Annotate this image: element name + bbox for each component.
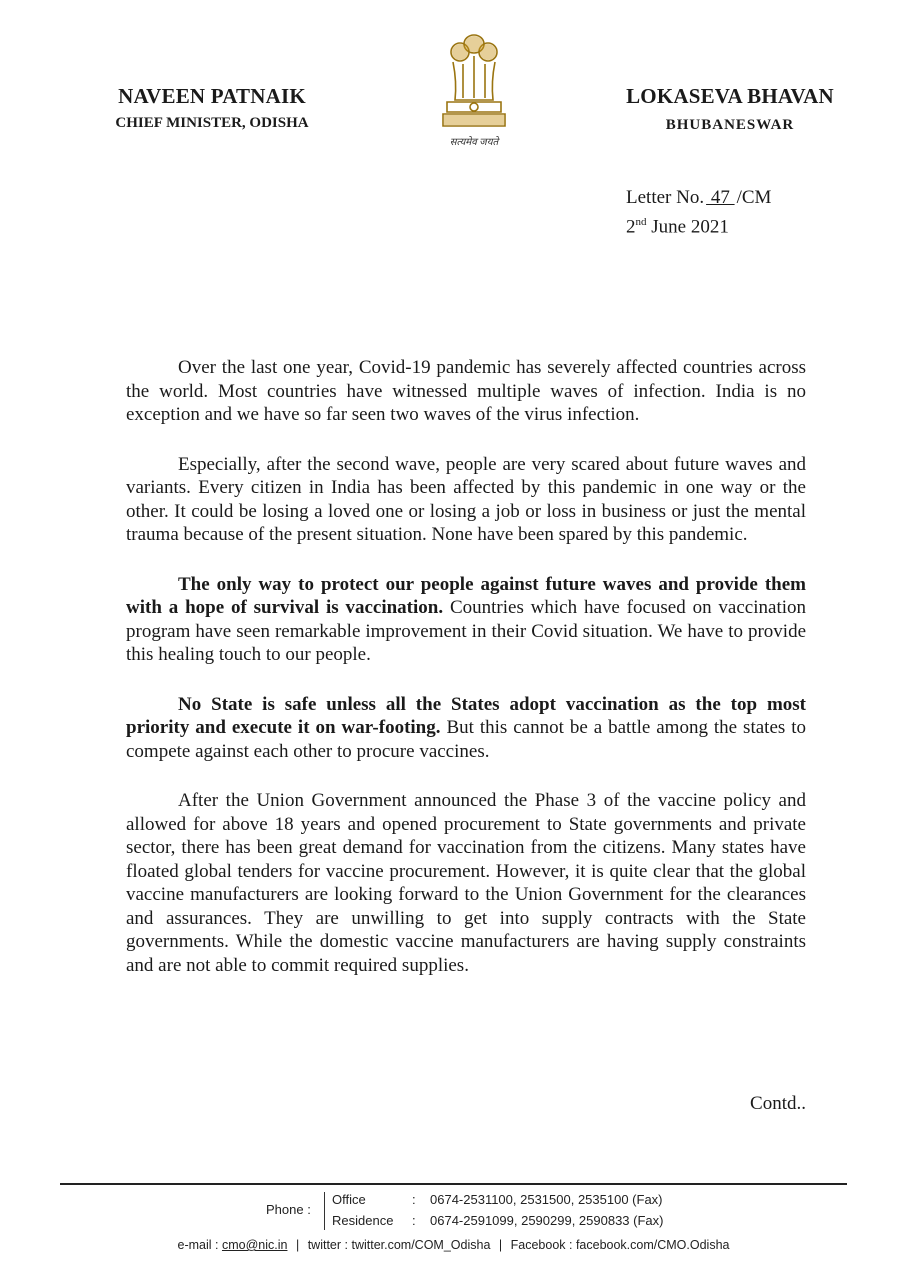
paragraph-5: After the Union Government announced the Phase 3 of the vaccine policy and allowed for above 18 years and opened procurement to State governments and private sector, there has been great demand for vaccination from the citizens. Many states have floated global tenders for vaccine procurement. However, it is quite clear that the global vaccine manufacturers are looking forward to the Union Government for the clearances and assurances. They are unwilling to get into supply contracts with the State governments. While the domestic vaccine manufacturers are having supply constraints and are not able to commit required supplies. [126, 790, 806, 976]
letter-suffix: /CM [736, 187, 772, 208]
office-phone-numbers: 0674-2531100, 2531500, 2535100 (Fax) [430, 1192, 663, 1207]
footer-divider [60, 1183, 847, 1185]
date-rest: June 2021 [646, 216, 729, 238]
continued-marker: Contd.. [750, 1093, 806, 1114]
separator-1: | [295, 1238, 300, 1252]
office-colon: : [412, 1192, 416, 1207]
date-day: 2 [626, 216, 636, 238]
office-name: LOKASEVA BHAVAN [626, 84, 834, 108]
paragraph-2: Especially, after the second wave, people are very scared about future waves and variants. Every citizen in India has been affected by this pandemic in one way or the other. It could be losing a loved one or losing a job or loss in business or just the mental trauma because of the present situation. None have been spared by this pandemic. [126, 453, 806, 545]
residence-colon: : [412, 1213, 416, 1228]
paragraph-3-rest: Countries which have focused on vaccination program have seen remarkable improvement in their Covid situation. We have to provide this healing touch to our people. [126, 597, 806, 665]
email-label: e-mail : [177, 1238, 219, 1252]
facebook-link[interactable]: facebook.com/CMO.Odisha [575, 1238, 730, 1252]
state-emblem-icon [433, 22, 515, 150]
emblem-motto: सत्यमेव जयते [449, 137, 499, 148]
paragraph-1: Over the last one year, Covid-19 pandemic has severely affected countries across the world. Most countries have witnessed multiple waves of infection. India is no exception and we have so far seen two waves of the virus infection. [126, 357, 806, 425]
office-block [600, 84, 860, 134]
paragraph-3-emphasis: The only way to protect our people against future waves and provide them with a hope of survival is vaccination. [126, 573, 806, 618]
facebook-label: Facebook : [510, 1238, 573, 1252]
residence-phone-numbers: 0674-2591099, 2590299, 2590833 (Fax) [430, 1213, 664, 1228]
date-ordinal: nd [635, 216, 647, 228]
letter-number-line [626, 186, 771, 210]
office-city: BHUBANESWAR [665, 117, 795, 133]
paragraph-4-rest: But this cannot be a battle among the states to compete against each other to procure vaccines. [126, 717, 806, 762]
phone-brace [324, 1192, 329, 1230]
paragraph-3 [126, 573, 806, 667]
office-phone-row [332, 1192, 663, 1207]
residence-phone-label: Residence [332, 1213, 394, 1228]
letter-date [626, 210, 771, 239]
paragraph-4 [126, 693, 806, 764]
sender-role: CHIEF MINISTER, ODISHA [115, 115, 309, 131]
email-link[interactable]: cmo@nic.in [221, 1238, 288, 1252]
sender-name: NAVEEN PATNAIK [118, 84, 306, 108]
separator-2: | [498, 1238, 503, 1252]
letter-reference [626, 186, 771, 239]
residence-phone-row [332, 1213, 663, 1228]
twitter-label: twitter : [307, 1238, 348, 1252]
online-contacts [0, 1238, 907, 1252]
office-phone-label: Office [332, 1192, 366, 1207]
letter-prefix: Letter No. [626, 187, 705, 208]
twitter-link[interactable]: twitter.com/COM_Odisha [351, 1238, 491, 1252]
letter-body [126, 356, 806, 1003]
phone-label: Phone : [266, 1202, 311, 1217]
letter-number: 47 [706, 187, 735, 208]
sender-block [82, 84, 342, 132]
emblem-graphic [433, 22, 515, 150]
paragraph-4-emphasis: No State is safe unless all the States adopt vaccination as the top most priority and execute it on war-footing. [126, 693, 806, 738]
